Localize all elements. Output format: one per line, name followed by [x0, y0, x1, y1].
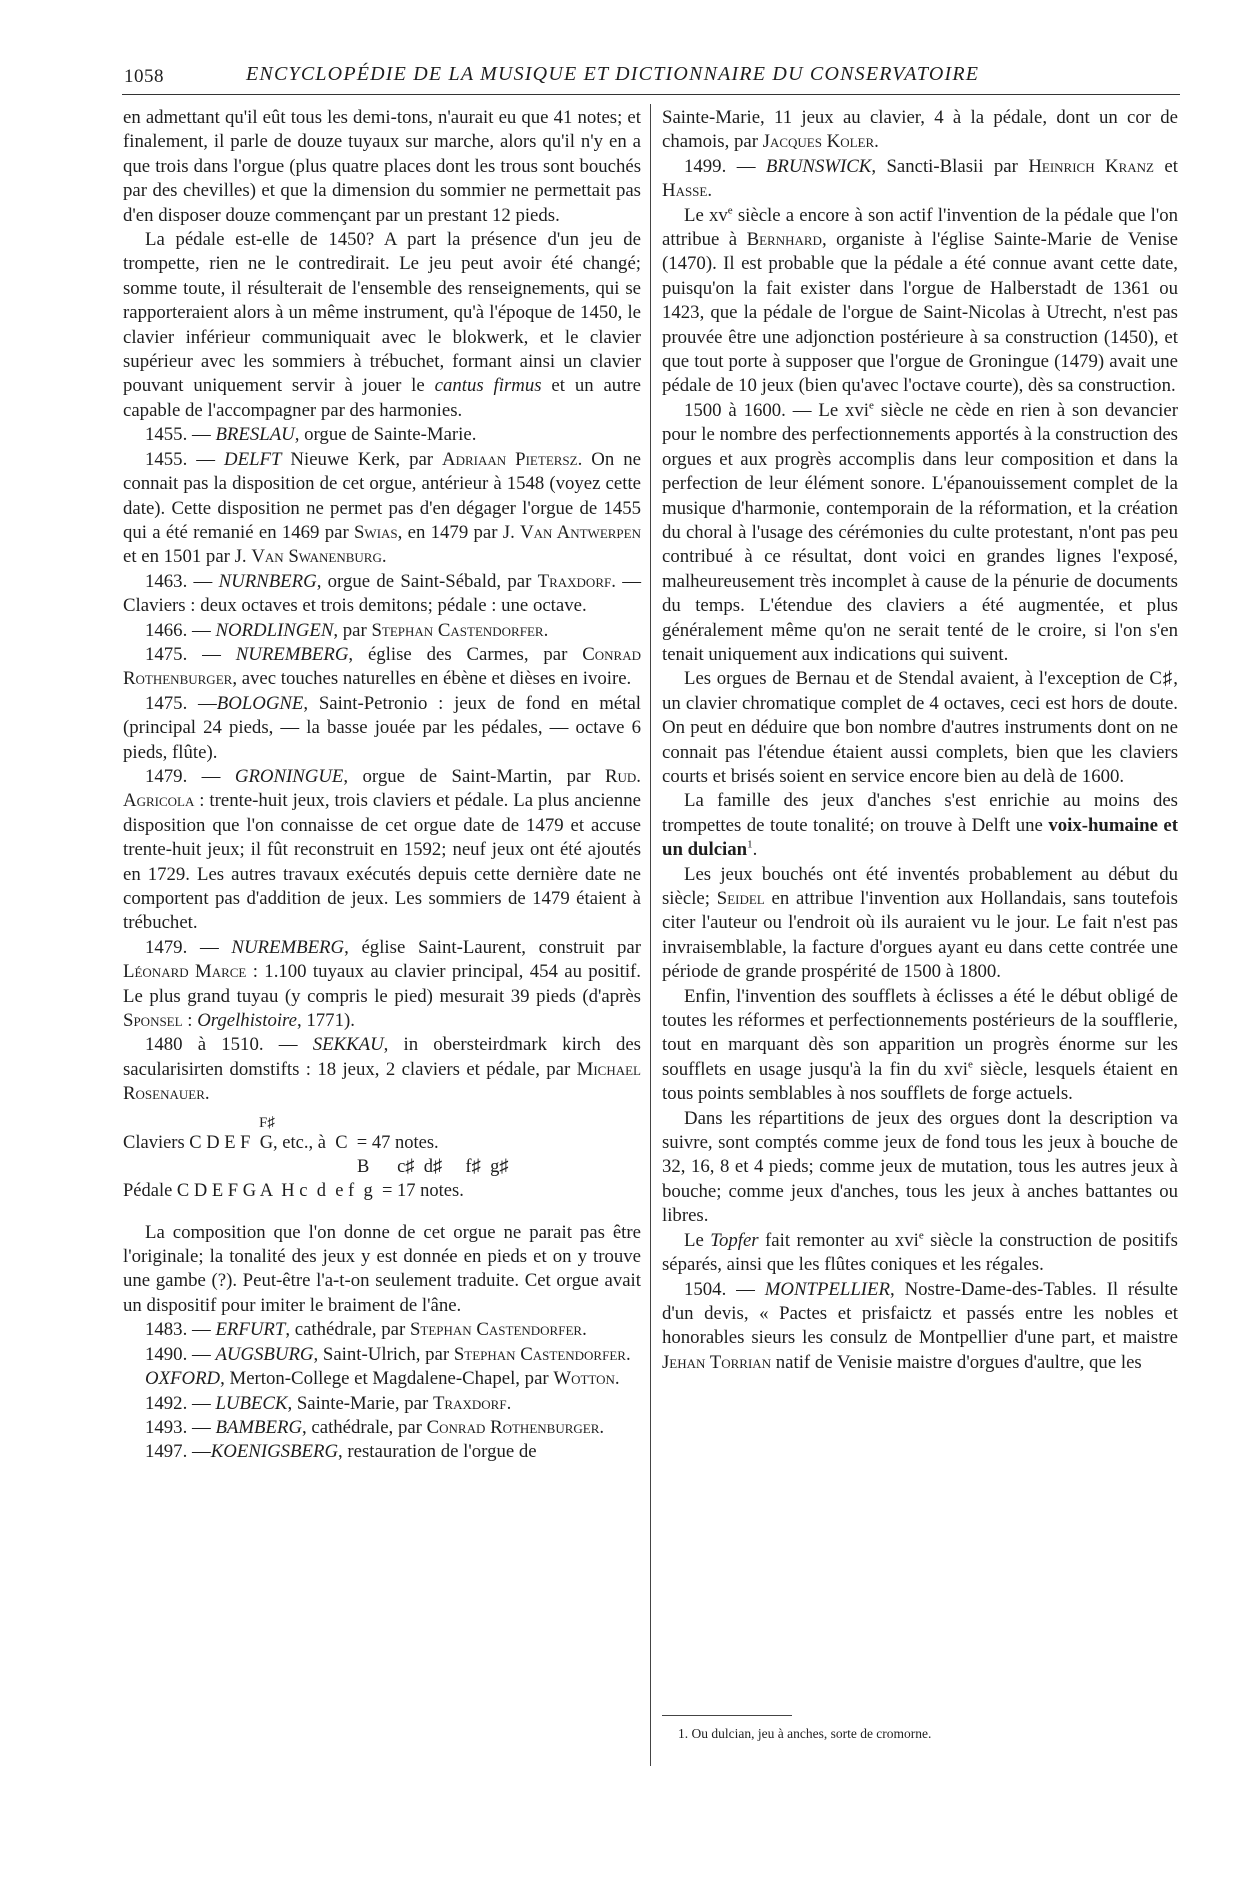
- entry-1475-nuremberg: 1475. — NUREMBERG, église des Carmes, par Conrad Rothenburger, avec touches naturelles en ébène et dièses en ivoire.: [123, 643, 641, 690]
- footnote: 1. Ou dulcian, jeu à anches, sorte de cromorne.: [678, 1726, 932, 1741]
- keyboard-upper-fsharp: F♯: [259, 1114, 275, 1131]
- entry-1504-montpellier: 1504. — MONTPELLIER, Nostre-Dame-des-Tables. Il résulte d'un devis, « Pactes et prisfaictz et passés entre les nobles et honorables sieurs les consulz de Montpellier d'une part, et maistre Jehan Torrian natif de Venisie maistre d'orgues d'aultre, que les: [662, 1278, 1178, 1373]
- entry-1466-nordlingen: 1466. — NORDLINGEN, par Stephan Castendorfer.: [145, 619, 549, 641]
- running-title: ENCYCLOPÉDIE DE LA MUSIQUE ET DICTIONNAIRE DU CONSERVATOIRE: [246, 63, 980, 85]
- entry-1493-bamberg: 1493. — BAMBERG, cathédrale, par Conrad Rothenburger.: [145, 1416, 605, 1438]
- entry-1480-sekkau: 1480 à 1510. — SEKKAU, in obersteirdmark kirch des sacularisirten domstifts : 18 jeux, 2 claviers et pédale, par Michael Rosenauer.: [123, 1034, 641, 1105]
- entry-1455-breslau: 1455. — BRESLAU, orgue de Sainte-Marie.: [145, 424, 477, 446]
- entry-1479-groningue: 1479. — GRONINGUE, orgue de Saint-Martin, par Rud. Agricola : trente-huit jeux, trois claviers et pédale. La plus ancienne disposition que l'on connaisse de cet orgue date de 1479 et accuse trente-huit jeux; il fût reconstruit en 1592; neuf jeux ont été ajoutés en 1729. Les autres travaux exécutés depuis cette dernière date ne comportent pas d'addition de jeux. Les sommiers de 1479 étaient à trébuchet.: [123, 765, 641, 934]
- paragraph-composition: La composition que l'on donne de cet orgue ne parait pas être l'originale; la tonalité des jeux y est donnée en pieds et on y trouve une gambe (?). Peut-être l'a-t-on seulement traduite. Cet orgue avait un dispositif pour imiter le braiment de l'âne.: [123, 1221, 641, 1316]
- entry-1490-augsburg: 1490. — AUGSBURG, Saint-Ulrich, par Stephan Castendorfer.: [145, 1343, 631, 1365]
- entry-1463-nurnberg: 1463. — NURNBERG, orgue de Saint-Sébald, par Traxdorf. — Claviers : deux octaves et trois demitons; pédale : une octave.: [123, 570, 641, 617]
- paragraph-continuation: en admettant qu'il eût tous les demi-tons, n'aurait eu que 41 notes; et finalement, il parle de douze tuyaux sur marche, alors qu'il n'y en a que trois dans l'orgue (plus quatre places dont les trous sont bouchés par des chevilles) et que la dimension du sommier ne permettait pas d'en disposer douze commençant par un prestant 12 pieds.: [123, 107, 641, 226]
- paragraph-continuation-koenigsberg: Sainte-Marie, 11 jeux au clavier, 4 à la pédale, dont un cor de chamois, par Jacques Koler.: [662, 107, 1178, 153]
- footnote-ref[interactable]: 1: [747, 838, 753, 851]
- paragraph-jeux-bouches: Les jeux bouchés ont été inventés probablement au début du siècle; Seidel en attribue l'invention aux Hollandais, sans toutefois citer l'auteur ou l'endroit où ils auraient vu le jour. Le fait n'est pas invraisemblable, la facture d'orgues ayant eu dans cette contrée une période de grande prospérité de 1500 à 1800.: [662, 863, 1178, 983]
- paragraph-pedale: La pédale est-elle de 1450? A part la présence d'un jeu de trompette, rien ne le contredirait. Le jeu peut avoir été changé; somme toute, il résulterait de l'ensemble des renseignements, qui se rapporteraient alors à un même instrument, qu'à l'époque de 1450, le clavier inférieur communiquait avec le blokwerk, et le clavier supérieur avec les sommiers à trébuchet, formant ainsi un clavier pouvant uniquement servir à jouer le cantus firmus et un autre capable de l'accompagner par des harmonies.: [123, 229, 641, 421]
- entry-1475-bologne: 1475. —BOLOGNE, Saint-Petronio : jeux de fond en métal (principal 24 pieds, — la basse jouée par les pédales, — octave 6 pieds, flûte).: [123, 692, 642, 763]
- entry-1497-koenigsberg: 1497. —KOENIGSBERG, restauration de l'orgue de: [145, 1441, 537, 1463]
- page-header: [122, 60, 1180, 95]
- page-number: 1058: [124, 66, 164, 87]
- paragraph-1500-1600: 1500 à 1600. — Le xvi$^e$ siècle ne cède en rien à son devancier pour le nombre des perfectionnements apportés à la construction des orgues et aux progrès accomplis dans leur composition et dans la perfection de leur élément sonore. L'épanouissement complet de la musique d'harmonie, contemporain de la réformation, et la création du choral à l'usage des cérémonies du culte protestant, n'ont pas peu contribué à ce résultat, dont voici en grandes lignes l'exposé, malheureusement très incomplet à cause de la pénurie de documents du temps. L'étendue des claviers a été augmentée, et plus généralement même qu'on ne serait tenté de le croire, si l'on s'en tenait uniquement aux indications qui suivent.: [662, 399, 1178, 665]
- paragraph-jeux-anches: La famille des jeux d'anches s'est enrichie au moins des trompettes de toute tonalité; on trouve à Delft une voix-humaine et un dulcian$^1$.: [662, 790, 1178, 861]
- footnote-divider: [662, 1715, 792, 1716]
- keyboard-compass-table: [123, 1111, 641, 1219]
- right-column: [662, 106, 1178, 1375]
- paragraph-bernau-stendal: Les orgues de Bernau et de Stendal avaient, à l'exception de C♯, un clavier chromatique complet de 4 octaves, ceci est hors de doute. On peut en déduire que bon nombre d'autres instruments dont on ne connait pas l'étendue étaient aussi complets, bien que les claviers courts et brisés soient en service encore bien au delà de 1600.: [662, 668, 1178, 787]
- left-column: [123, 106, 641, 1465]
- keyboard-pedale-line: Pédale C D E F G A H c d e f g = 17 notes.: [123, 1180, 464, 1201]
- entry-1492-lubeck: 1492. — LUBECK, Sainte-Marie, par Traxdorf.: [145, 1392, 512, 1414]
- keyboard-claviers-line: Claviers C D E F G, etc., à C = 47 notes.: [123, 1132, 439, 1153]
- entry-1479-nuremberg: 1479. — NUREMBERG, église Saint-Laurent, construit par Léonard Marce : 1.100 tuyaux au clavier principal, 454 au positif. Le plus grand tuyau (y compris le pied) mesurait 39 pieds (d'après Sponsel : Orgelhistoire, 1771).: [123, 936, 642, 1032]
- entry-1455-delft: 1455. — DELFT Nieuwe Kerk, par Adriaan Pietersz. On ne connait pas la disposition de cet orgue, antérieur à 1548 (voyez cette date). Cette disposition ne permet pas d'en dégager l'orgue de 1455 qui a été remanié en 1469 par Swias, en 1479 par J. Van Antwerpen et en 1501 par J. Van Swanenburg.: [123, 448, 641, 568]
- entry-oxford: OXFORD, Merton-College et Magdalene-Chapel, par Wotton.: [145, 1368, 620, 1390]
- entry-1499-brunswick: 1499. — BRUNSWICK, Sancti-Blasii par Heinrich Kranz et Hasse.: [662, 155, 1178, 202]
- keyboard-claviers-accidentals: B c♯ d♯ f♯ g♯: [357, 1156, 509, 1177]
- paragraph-soufflets: Enfin, l'invention des soufflets à éclisses a été le début obligé de toutes les réformes et perfectionnements postérieurs de la soufflerie, tout en marquant dès son apparition un progrès énorme sur les soufflets en usage jusqu'à la fin du xvi$^e$ siècle, lesquels étaient en tous points semblables à nos soufflets de forge actuels.: [662, 985, 1178, 1105]
- column-divider: [650, 104, 651, 1766]
- paragraph-xv-siecle: Le $xv^e$ siècle a encore à son actif l'invention de la pédale que l'on attribue à Bernhard, organiste à l'église Sainte-Marie de Venise (1470). Il est probable que la pédale a été connue avant cette date, puisqu'on la fait exister dans l'orgue de Halberstadt de 1361 ou 1423, que la pédale de l'orgue de Saint-Nicolas à Utrecht, n'est pas prouvée être une adjonction postérieure à sa construction (1450), et que tout porte à supposer que l'orgue de Groningue (1479) avait une pédale de 10 jeux (bien qu'avec l'octave courte), dès sa construction.: [662, 204, 1178, 397]
- entry-1483-erfurt: 1483. — ERFURT, cathédrale, par Stephan Castendorfer.: [145, 1319, 587, 1341]
- paragraph-repartitions: Dans les répartitions de jeux des orgues dont la description va suivre, sont comptés comme jeux de fond tous les jeux à bouche de 32, 16, 8 et 4 pieds; comme jeux de mutation, tous les autres jeux à bouche; comme jeux d'anches, tous les jeux à anches battantes ou libres.: [662, 1107, 1178, 1227]
- paragraph-topfer: Le Topfer fait remonter au xvi$^e$ siècle la construction de positifs séparés, ainsi que les flûtes coniques et les régales.: [662, 1229, 1178, 1276]
